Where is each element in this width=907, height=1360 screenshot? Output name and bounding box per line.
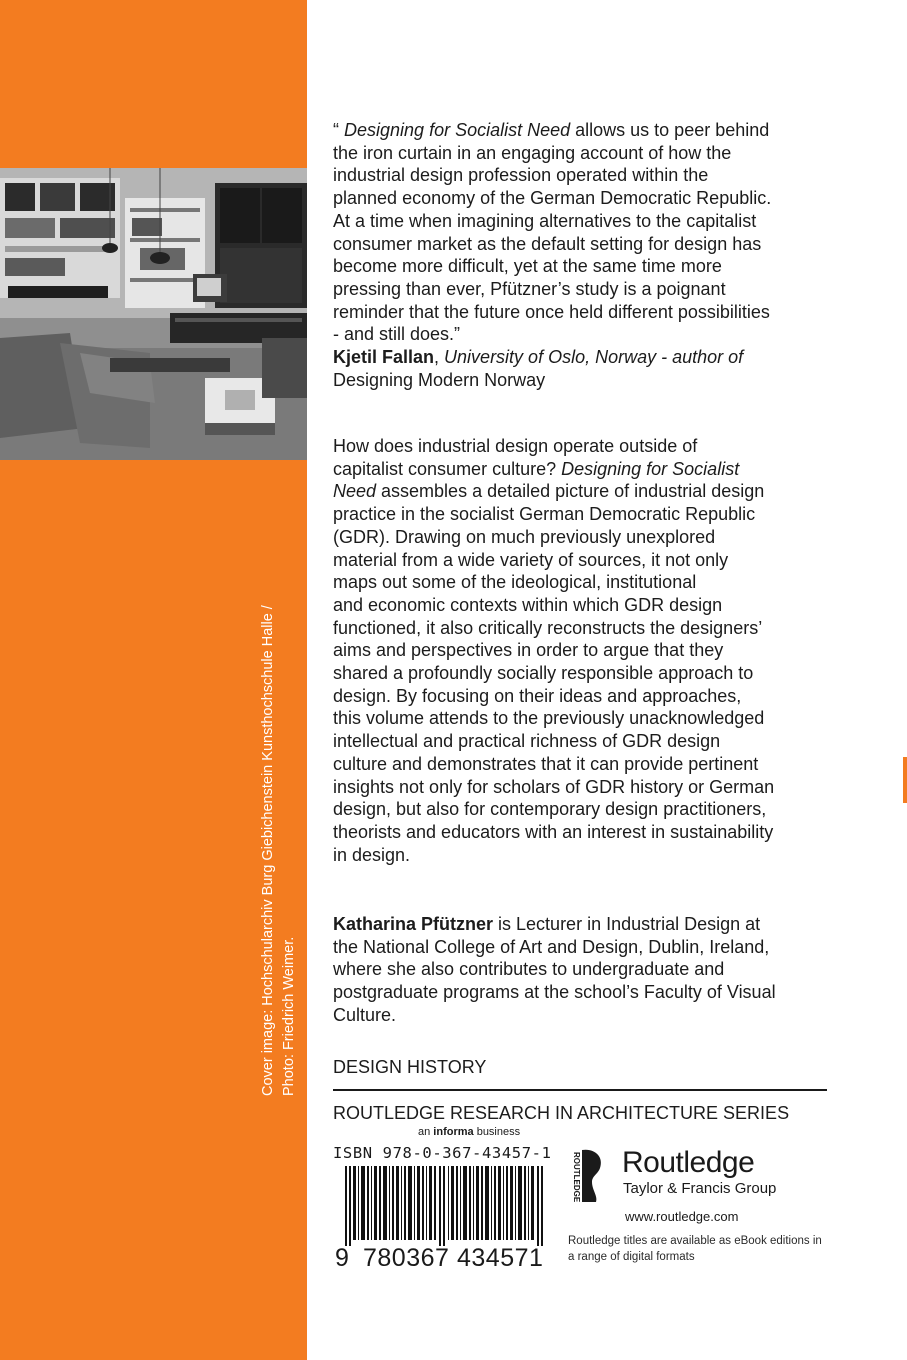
quote-line: become more difficult, yet at the same time more xyxy=(333,256,722,277)
quote-attribution xyxy=(333,346,833,369)
book-description xyxy=(333,435,833,866)
ebook-line: Routledge titles are available as eBook editions in xyxy=(568,1235,822,1247)
informa-post: business xyxy=(473,1126,521,1138)
desc-line xyxy=(333,458,833,481)
series-name: ROUTLEDGE RESEARCH IN ARCHITECTURE SERIES xyxy=(333,1103,790,1123)
credit-line-1: Cover image: Hochschularchiv Burg Giebichenstein Kunsthochschule Halle / xyxy=(260,605,276,1096)
quote-book: Designing Modern Norway xyxy=(333,369,546,390)
desc-line: in design. xyxy=(333,844,411,865)
cover-image-credit xyxy=(258,536,300,1096)
book-title: Need xyxy=(333,481,377,502)
quote-line: industrial design profession operated within the xyxy=(333,165,709,186)
desc-line: material from a wide variety of sources, it not only xyxy=(333,549,729,570)
isbn-barcode xyxy=(333,1144,555,1272)
interior-photo-icon xyxy=(0,168,307,460)
desc-line: theorists and educators with an interest in sustainability xyxy=(333,821,774,842)
quote-author: Kjetil Fallan xyxy=(333,347,435,368)
informa-brand: informa xyxy=(433,1126,474,1138)
quote-line xyxy=(333,119,833,142)
edge-mark xyxy=(903,757,907,803)
bio-line: postgraduate programs at the school’s Faculty of Visual xyxy=(333,982,776,1003)
quote-affiliation: University of Oslo, Norway - author of xyxy=(444,347,744,368)
quote-open-mark: “ xyxy=(333,120,339,140)
ean-first-digit: 9 xyxy=(335,1244,349,1272)
quote-line: - and still does.” xyxy=(333,324,461,345)
desc-line xyxy=(333,480,833,503)
bio-line: Culture. xyxy=(333,1004,397,1025)
ean-group-2: 434571 xyxy=(457,1244,544,1272)
desc-line: and economic contexts within which GDR design xyxy=(333,594,723,615)
quote-line: planned economy of the German Democratic Republic. xyxy=(333,188,772,209)
author-name: Katharina Pfützner xyxy=(333,914,494,934)
isbn-text: ISBN 978-0-367-43457-1 xyxy=(333,1144,552,1162)
author-bio xyxy=(333,913,833,1027)
informa-tagline xyxy=(418,1126,520,1138)
desc-line: design, but also for contemporary design practitioners, xyxy=(333,799,767,820)
bio-line: the National College of Art and Design, Dublin, Ireland, xyxy=(333,936,770,957)
quote-line: consumer market as the default setting for design has xyxy=(333,233,762,254)
divider-rule xyxy=(333,1089,827,1091)
desc-line: aims and perspectives in order to argue that they xyxy=(333,640,724,661)
desc-line: (GDR). Drawing on much previously unexplored xyxy=(333,526,716,547)
desc-line: How does industrial design operate outside of xyxy=(333,436,698,456)
bio-line: where she also contributes to undergraduate and xyxy=(333,959,725,980)
bio-text: is Lecturer in Industrial Design at xyxy=(493,914,761,934)
desc-text: capitalist consumer culture? xyxy=(333,458,562,479)
desc-line: shared a profoundly socially responsible approach to xyxy=(333,663,754,684)
quote-line: reminder that the future once held different possibilities xyxy=(333,301,770,322)
desc-line: practice in the socialist German Democratic Republic xyxy=(333,504,756,525)
desc-line: functioned, it also critically reconstructs the designers’ xyxy=(333,617,763,638)
book-title: Designing for Socialist Need xyxy=(344,120,571,140)
publisher-group: Taylor & Francis Group xyxy=(623,1180,777,1197)
informa-pre: an xyxy=(418,1126,434,1138)
desc-line: intellectual and practical richness of GDR design xyxy=(333,731,721,752)
barcode-icon xyxy=(333,1166,555,1246)
ebook-note xyxy=(568,1233,838,1265)
quote-comma: , xyxy=(434,347,445,368)
bio-line xyxy=(333,913,833,936)
ebook-line: a range of digital formats xyxy=(568,1251,695,1263)
publisher-url[interactable]: www.routledge.com xyxy=(625,1209,739,1224)
cover-interior-photo xyxy=(0,168,307,460)
desc-line: design. By focusing on their ideas and approaches, xyxy=(333,685,742,706)
ean-group-1: 780367 xyxy=(363,1244,450,1272)
credit-line-2: Photo: Friedrich Weimer. xyxy=(281,936,297,1096)
book-title: Designing for Socialist xyxy=(561,458,740,479)
publisher-name: Routledge xyxy=(622,1146,755,1179)
desc-line: this volume attends to the previously unacknowledged xyxy=(333,708,765,729)
desc-text: assembles a detailed picture of industrial design xyxy=(376,481,765,502)
desc-line: insights not only for scholars of GDR history or German xyxy=(333,776,775,797)
quote-line: At a time when imagining alternatives to the capitalist xyxy=(333,210,757,231)
endorsement-quote xyxy=(333,119,833,391)
desc-line: maps out some of the ideological, institutional xyxy=(333,572,697,593)
quote-line: the iron curtain in an engaging account of how the xyxy=(333,142,732,163)
logo-spine-text: ROUTLEDGE xyxy=(572,1152,581,1203)
subject-heading: DESIGN HISTORY xyxy=(333,1057,487,1077)
desc-line: culture and demonstrates that it can provide pertinent xyxy=(333,753,759,774)
quote-text: allows us to peer behind xyxy=(570,120,770,140)
quote-line: pressing than ever, Pfützner’s study is a poignant xyxy=(333,278,726,299)
routledge-logo-icon xyxy=(568,1146,616,1204)
